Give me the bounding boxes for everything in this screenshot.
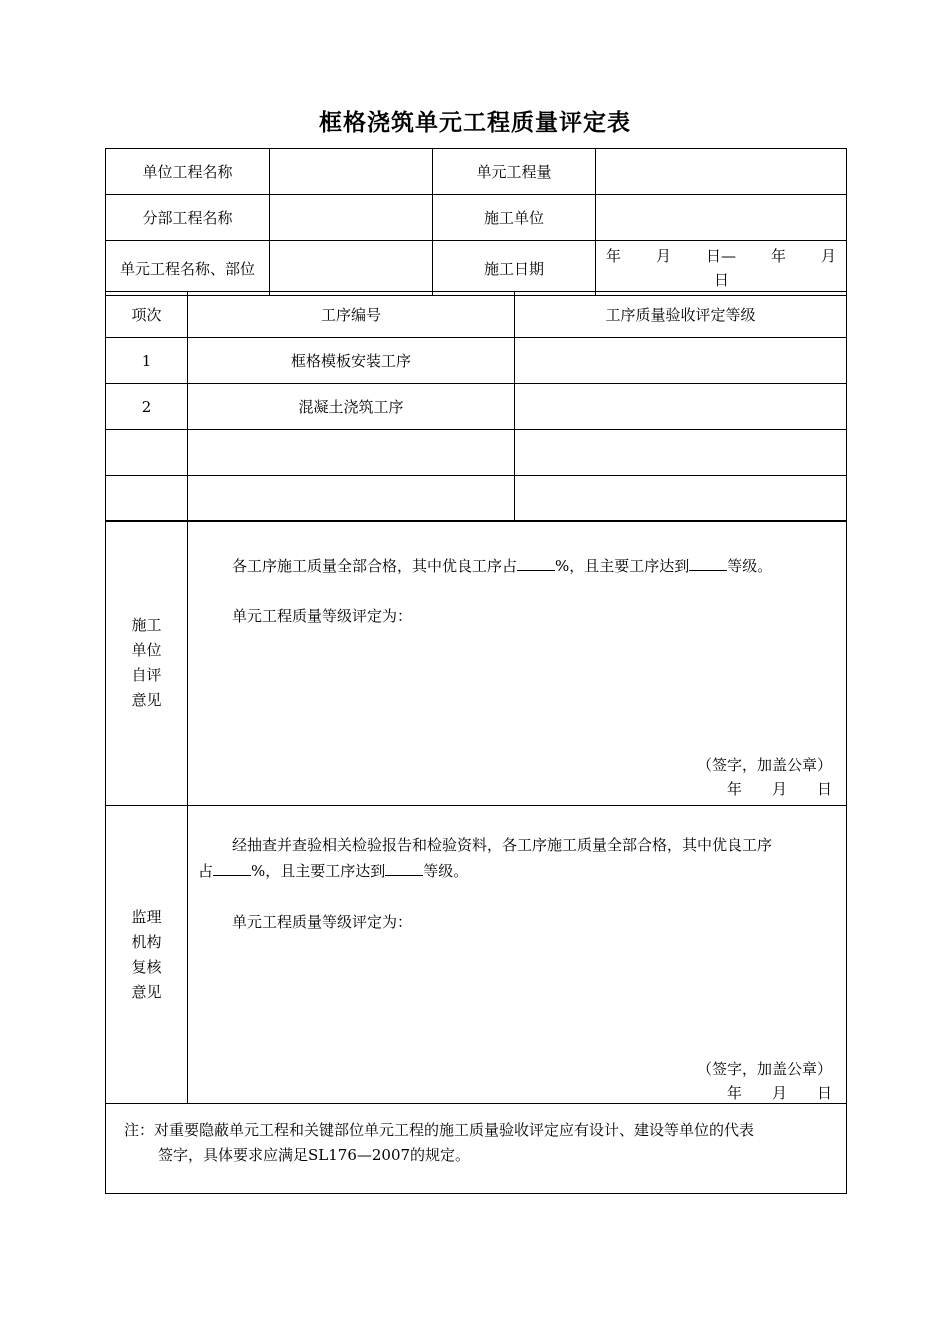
signature-note: （签字，加盖公章）: [696, 756, 832, 774]
page-title: 框格浇筑单元工程质量评定表: [319, 110, 631, 136]
row-process-name: 框格模板安装工序: [188, 338, 515, 384]
row-grade-field[interactable]: [515, 430, 847, 476]
division-label: 分部工程名称: [106, 195, 270, 241]
signature-note: （签字，加盖公章）: [696, 1060, 832, 1078]
contractor-signature: [697, 753, 832, 801]
main-process-grade-blank[interactable]: [385, 861, 423, 876]
supervisor-grade-text: 单元工程质量等级评定为：: [232, 913, 413, 931]
footnote-line-1: 注：对重要隐蔽单元工程和关键部位单元工程的施工质量验收评定应有设计、建设等单位的代表: [124, 1121, 755, 1139]
unit-quantity-label: 单元工程量: [433, 149, 596, 195]
unit-project-value[interactable]: [270, 149, 433, 195]
footnote: [106, 1104, 847, 1194]
col-header-process: 工序编号: [188, 292, 515, 338]
element-name-label: 单元工程名称、部位: [106, 241, 270, 296]
construction-date-field[interactable]: [596, 241, 847, 296]
table-row: [106, 476, 847, 522]
excellent-ratio-blank[interactable]: [517, 556, 555, 571]
division-value[interactable]: [270, 195, 433, 241]
table-row: [106, 338, 847, 384]
element-name-value[interactable]: [270, 241, 433, 296]
unit-project-label: 单位工程名称: [106, 149, 270, 195]
row-process-name: 混凝土浇筑工序: [188, 384, 515, 430]
row-index[interactable]: [106, 430, 188, 476]
table-row: [106, 384, 847, 430]
row-index[interactable]: [106, 476, 188, 522]
col-header-grade: 工序质量验收评定等级: [515, 292, 847, 338]
signature-date: 年 月 日: [726, 780, 832, 798]
date-label: 施工日期: [433, 241, 596, 296]
contractor-value[interactable]: [596, 195, 847, 241]
supervisor-opinion-text: 经抽查并查验相关检验报告和检验资料，各工序施工质量全部合格，其中优良工序 占 %，且主要工序达到 等级。: [198, 836, 773, 880]
date-line-1: 年 月 日— 年 月: [606, 247, 836, 265]
footnote-line-2: 签字，具体要求应满足SL176—2007的规定。: [158, 1146, 471, 1164]
signature-date: 年 月 日: [726, 1084, 832, 1102]
excellent-ratio-blank[interactable]: [213, 861, 251, 876]
unit-quantity-value[interactable]: [596, 149, 847, 195]
row-process-name[interactable]: [188, 476, 515, 522]
row-process-name[interactable]: [188, 430, 515, 476]
contractor-label: 施工单位: [433, 195, 596, 241]
date-line-2: 日: [714, 271, 730, 289]
contractor-grade-text: 单元工程质量等级评定为：: [232, 607, 413, 625]
main-process-grade-blank[interactable]: [689, 556, 727, 571]
row-index: 2: [106, 384, 188, 430]
contractor-opinion-text: 各工序施工质量全部合格，其中优良工序占 %，且主要工序达到 等级。: [232, 557, 773, 575]
row-index: 1: [106, 338, 188, 384]
col-header-index: 项次: [106, 292, 188, 338]
header-table: [105, 148, 847, 296]
process-table: [105, 291, 847, 522]
opinion-table: [105, 520, 847, 1194]
supervisor-signature: [697, 1057, 832, 1105]
row-grade-field[interactable]: [515, 338, 847, 384]
contractor-opinion-label: 施工 单位 自评 意见: [106, 521, 188, 806]
contractor-opinion-field[interactable]: [188, 521, 847, 806]
supervisor-opinion-field[interactable]: [188, 806, 847, 1104]
row-grade-field[interactable]: [515, 384, 847, 430]
table-row: [106, 430, 847, 476]
supervisor-opinion-label: 监理 机构 复核 意见: [106, 806, 188, 1104]
row-grade-field[interactable]: [515, 476, 847, 522]
